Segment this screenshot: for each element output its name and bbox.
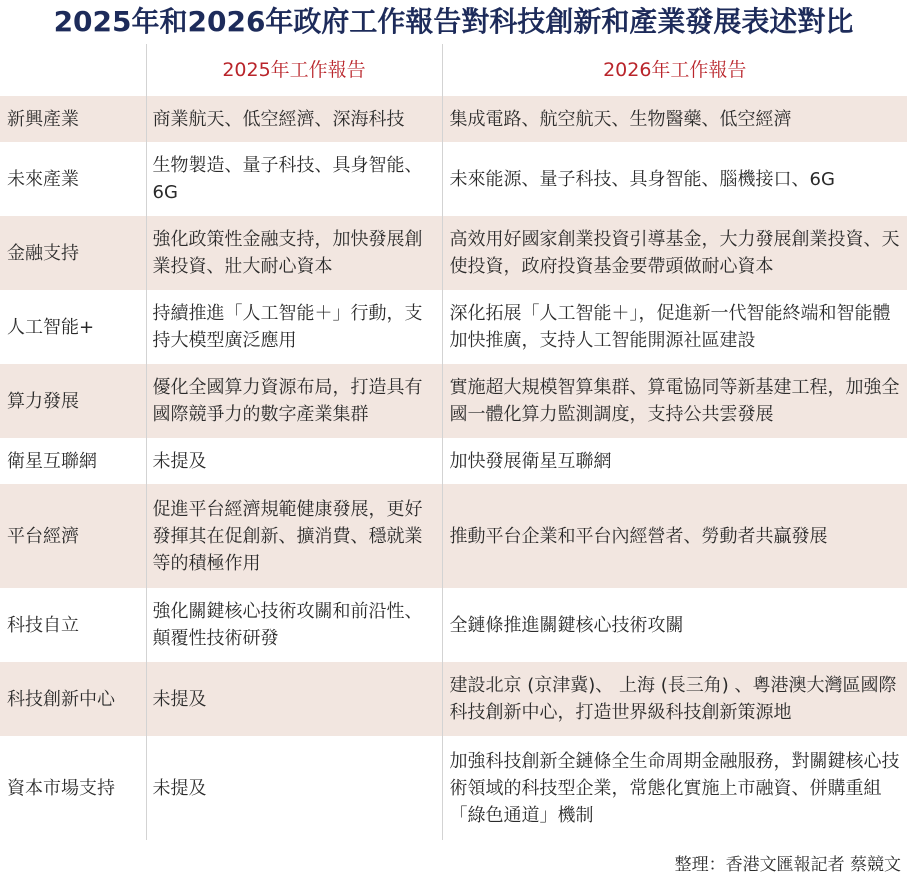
topic-cell: 金融支持 bbox=[0, 216, 146, 290]
credit-line: 整理：香港文匯報記者 蔡競文 bbox=[674, 855, 901, 875]
cell-2025: 商業航天、低空經濟、深海科技 bbox=[146, 96, 442, 142]
topic-cell: 算力發展 bbox=[0, 364, 146, 438]
cell-2026: 推動平台企業和平台內經營者、勞動者共贏發展 bbox=[442, 484, 907, 588]
table-row bbox=[0, 142, 907, 216]
comparison-table bbox=[0, 44, 907, 840]
cell-2026: 未來能源、量子科技、具身智能、腦機接口、6G bbox=[442, 142, 907, 216]
header-topic bbox=[0, 44, 146, 96]
table-row bbox=[0, 364, 907, 438]
cell-2026: 集成電路、航空航天、生物醫藥、低空經濟 bbox=[442, 96, 907, 142]
table-row bbox=[0, 290, 907, 364]
table-row bbox=[0, 736, 907, 840]
topic-cell: 未來產業 bbox=[0, 142, 146, 216]
topic-cell: 人工智能+ bbox=[0, 290, 146, 364]
table-row bbox=[0, 216, 907, 290]
topic-cell: 新興產業 bbox=[0, 96, 146, 142]
table-row bbox=[0, 484, 907, 588]
cell-2026: 深化拓展「人工智能＋」，促進新一代智能終端和智能體加快推廣，支持人工智能開源社區建設 bbox=[442, 290, 907, 364]
cell-2025: 優化全國算力資源布局，打造具有國際競爭力的數字產業集群 bbox=[146, 364, 442, 438]
topic-cell: 科技創新中心 bbox=[0, 662, 146, 736]
cell-2025: 未提及 bbox=[146, 662, 442, 736]
table-header-row bbox=[0, 44, 907, 96]
topic-cell: 衛星互聯網 bbox=[0, 438, 146, 484]
cell-2025: 未提及 bbox=[146, 438, 442, 484]
table-row bbox=[0, 662, 907, 736]
table-row bbox=[0, 588, 907, 662]
cell-2025: 未提及 bbox=[146, 736, 442, 840]
cell-2026: 加強科技創新全鏈條全生命周期金融服務，對關鍵核心技術領域的科技型企業，常態化實施上市融資、併購重組「綠色通道」機制 bbox=[442, 736, 907, 840]
cell-2025: 促進平台經濟規範健康發展，更好發揮其在促創新、擴消費、穩就業等的積極作用 bbox=[146, 484, 442, 588]
cell-2026: 加快發展衛星互聯網 bbox=[442, 438, 907, 484]
table-row bbox=[0, 438, 907, 484]
cell-2025: 持續推進「人工智能＋」行動，支持大模型廣泛應用 bbox=[146, 290, 442, 364]
cell-2025: 強化關鍵核心技術攻關和前沿性、顛覆性技術研發 bbox=[146, 588, 442, 662]
topic-cell: 資本市場支持 bbox=[0, 736, 146, 840]
topic-cell: 科技自立 bbox=[0, 588, 146, 662]
cell-2026: 建設北京 (京津冀)、 上海 (長三角) 、粵港澳大灣區國際科技創新中心，打造世界級科技創新策源地 bbox=[442, 662, 907, 736]
cell-2026: 全鏈條推進關鍵核心技術攻關 bbox=[442, 588, 907, 662]
topic-cell: 平台經濟 bbox=[0, 484, 146, 588]
cell-2026: 高效用好國家創業投資引導基金，大力發展創業投資、天使投資，政府投資基金要帶頭做耐心資本 bbox=[442, 216, 907, 290]
cell-2025: 強化政策性金融支持，加快發展創業投資、壯大耐心資本 bbox=[146, 216, 442, 290]
page-title: 2025年和2026年政府工作報告對科技創新和產業發展表述對比 bbox=[53, 5, 854, 38]
header-2026: 2026年工作報告 bbox=[442, 44, 907, 96]
cell-2026: 實施超大規模智算集群、算電協同等新基建工程，加強全國一體化算力監測調度，支持公共雲發展 bbox=[442, 364, 907, 438]
header-2025: 2025年工作報告 bbox=[146, 44, 442, 96]
table-row bbox=[0, 96, 907, 142]
cell-2025: 生物製造、量子科技、具身智能、6G bbox=[146, 142, 442, 216]
